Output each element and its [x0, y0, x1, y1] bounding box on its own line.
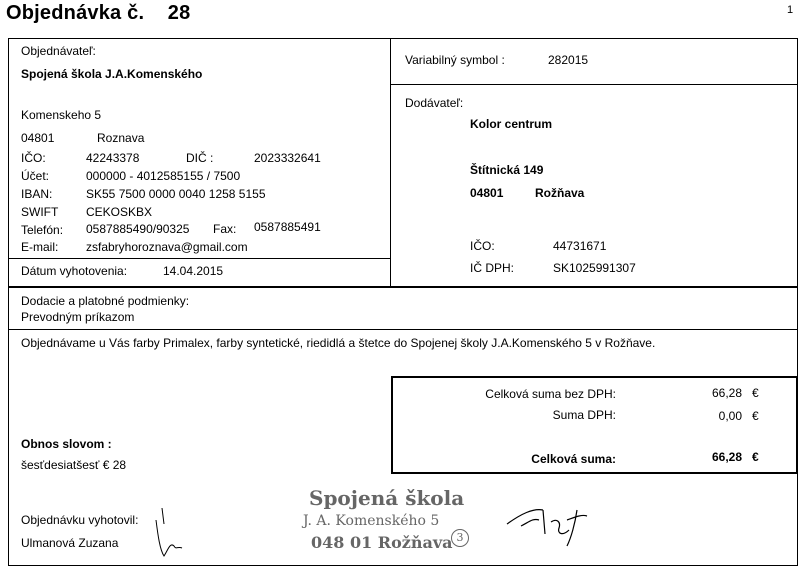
- divider-parties: [8, 286, 798, 288]
- stamp-line-3: 048 01 Rožňava: [311, 533, 453, 552]
- buyer-zip: 04801: [21, 131, 55, 145]
- order-number: 28: [167, 2, 191, 24]
- total-label: Celková suma:: [531, 452, 616, 466]
- buyer-street: Komenskeho 5: [21, 108, 102, 122]
- supplier-name: Kolor centrum: [470, 117, 553, 131]
- stamp-circle-mark: 3: [451, 529, 469, 547]
- prepared-by-label: Objednávku vyhotovil:: [21, 513, 139, 527]
- supplier-city: Rožňava: [535, 186, 585, 200]
- divider-vs: [390, 84, 798, 85]
- page-number: 1: [787, 4, 794, 16]
- divider-delivery: [8, 329, 798, 330]
- variable-symbol-label: Variabilný symbol :: [405, 53, 505, 67]
- total-without-vat-value: 66,28: [711, 386, 742, 400]
- delivery-label: Dodacie a platobné podmienky:: [21, 294, 190, 308]
- order-text: Objednávame u Vás farby Primalex, farby syntetické, riedidlá a štetce do Spojenej školy J.A.Komenského 5 v Rožňave.: [21, 336, 656, 350]
- supplier-icdph-label: IČ DPH:: [470, 261, 515, 275]
- supplier-icdph: SK1025991307: [553, 261, 636, 275]
- buyer-account-label: Účet:: [21, 169, 50, 183]
- divider-date: [8, 258, 391, 259]
- vat-label: Suma DPH:: [552, 408, 616, 422]
- stamp-line-1: Spojená škola: [309, 486, 465, 510]
- stamp-line-2: J. A. Komenského 5: [303, 513, 440, 529]
- buyer-account: 000000 - 4012585155 / 7500: [86, 169, 241, 183]
- buyer-iban-label: IBAN:: [21, 187, 53, 201]
- buyer-dic: 2023332641: [254, 151, 321, 165]
- buyer-swift-label: SWIFT: [21, 205, 59, 219]
- buyer-iban: SK55 7500 0000 0040 1258 5155: [86, 187, 266, 201]
- supplier-zip: 04801: [470, 186, 504, 200]
- buyer-fax: 0587885491: [254, 220, 321, 234]
- buyer-email: zsfabryhoroznava@gmail.com: [86, 240, 248, 254]
- buyer-fax-label: Fax:: [213, 222, 237, 236]
- buyer-heading: Objednávateľ:: [21, 44, 96, 58]
- delivery-value: Prevodným príkazom: [21, 310, 135, 324]
- buyer-email-label: E-mail:: [21, 240, 59, 254]
- amount-words-value: šesťdesiatšesť € 28: [21, 458, 127, 472]
- total-value: 66,28: [711, 450, 742, 464]
- buyer-phone-label: Telefón:: [21, 223, 64, 237]
- prepared-by-name: Ulmanová Zuzana: [21, 536, 119, 550]
- supplier-heading: Dodávateľ:: [405, 96, 464, 110]
- vat-value: 0,00: [718, 409, 742, 423]
- signature-scribble-1: [148, 506, 188, 566]
- currency-1: €: [752, 386, 759, 400]
- amount-words-label: Obnos slovom :: [21, 437, 112, 451]
- supplier-street: Štítnická 149: [470, 163, 544, 177]
- variable-symbol-value: 282015: [548, 53, 589, 67]
- supplier-ico: 44731671: [553, 239, 607, 253]
- buyer-phone: 0587885490/90325: [86, 222, 190, 236]
- divider-vertical: [390, 38, 391, 286]
- buyer-ico-label: IČO:: [21, 151, 46, 165]
- supplier-ico-label: IČO:: [470, 239, 495, 253]
- buyer-name: Spojená škola J.A.Komenského: [21, 67, 203, 81]
- currency-3: €: [752, 450, 759, 464]
- buyer-swift: CEKOSKBX: [86, 205, 153, 219]
- total-without-vat-label: Celková suma bez DPH:: [485, 387, 616, 401]
- title-label: Objednávka č.: [6, 2, 145, 24]
- buyer-ico: 42243378: [86, 151, 140, 165]
- date-label: Dátum vyhotovenia:: [21, 264, 128, 278]
- date-value: 14.04.2015: [163, 264, 224, 278]
- buyer-dic-label: DIČ :: [186, 151, 214, 165]
- document-title: [6, 2, 190, 25]
- signature-scribble-2: [503, 500, 593, 550]
- buyer-city: Roznava: [97, 131, 145, 145]
- currency-2: €: [752, 409, 759, 423]
